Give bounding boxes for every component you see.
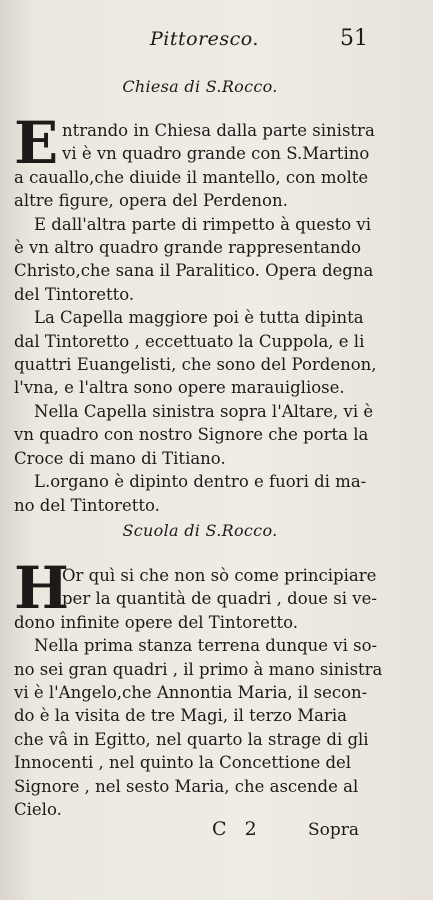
section-title-scuola: Scuola di S.Rocco. [122,521,278,540]
text-line: del Tintoretto. [14,284,135,304]
text-line: quattri Euangelisti, che sono del Pordenon, [14,355,377,375]
text-line: dono infinite opere del Tintoretto. [14,612,299,632]
text-line: no del Tintoretto. [14,495,160,515]
drop-cap: H [14,554,69,622]
page-header [0,26,433,56]
text-line: che vâ in Egitto, nel quarto la strage di gli [14,729,369,749]
text-line: L.organo è dipinto dentro e fuori di ma- [34,472,367,492]
section-body-scuola [14,554,394,821]
text-line: per la quantità de quadri , doue si ve- [62,589,377,609]
text-line: Cielo. [14,800,62,820]
text-line: vi è vn quadro grande con S.Martino [62,144,370,164]
text-line: Croce di mano di Titiano. [14,448,226,468]
section-title-chiesa: Chiesa di S.Rocco. [122,77,278,96]
running-title: Pittoresco. [150,28,259,50]
text-line: a cauallo,che diuide il mantello, con molte [14,167,369,187]
text-line: è vn altro quadro grande rappresentando [14,238,362,258]
text-line: E dall'altra parte di rimpetto à questo vi [34,214,371,234]
text-line: no sei gran quadri , il primo à mano sinistra [14,659,383,679]
drop-cap: E [14,109,59,177]
text-line: ntrando in Chiesa dalla parte sinistra [62,121,375,140]
text-line: vi è l'Angelo,che Annontia Maria, il secon- [14,683,368,703]
catchword: Sopra [308,820,360,840]
page-footer [0,818,433,848]
text-line: Innocenti , nel quinto la Concettione del [14,753,352,773]
text-line: l'vna, e l'altra sono opere marauigliose. [14,378,345,398]
text-line: Nella prima stanza terrena dunque vi so- [34,636,378,656]
text-line: dal Tintoretto , eccettuato la Cuppola, e li [14,331,365,351]
section-body-chiesa [14,109,394,517]
text-line: Nella Capella sinistra sopra l'Altare, vi è [34,401,374,421]
page-number: 51 [340,26,368,51]
text-line: Signore , nel sesto Maria, che ascende al [14,776,359,796]
text-line: altre figure, opera del Perdenon. [14,191,288,211]
text-line: do è la visita de tre Magi, il terzo Maria [14,706,348,726]
text-line: Or quì si che non sò come principiare [62,566,377,585]
text-line: La Capella maggiore poi è tutta dipinta [34,308,364,328]
text-line: Christo,che sana il Paralitico. Opera degna [14,261,374,281]
text-line: vn quadro con nostro Signore che porta la [14,425,369,445]
signature-mark: C 2 [212,818,263,840]
